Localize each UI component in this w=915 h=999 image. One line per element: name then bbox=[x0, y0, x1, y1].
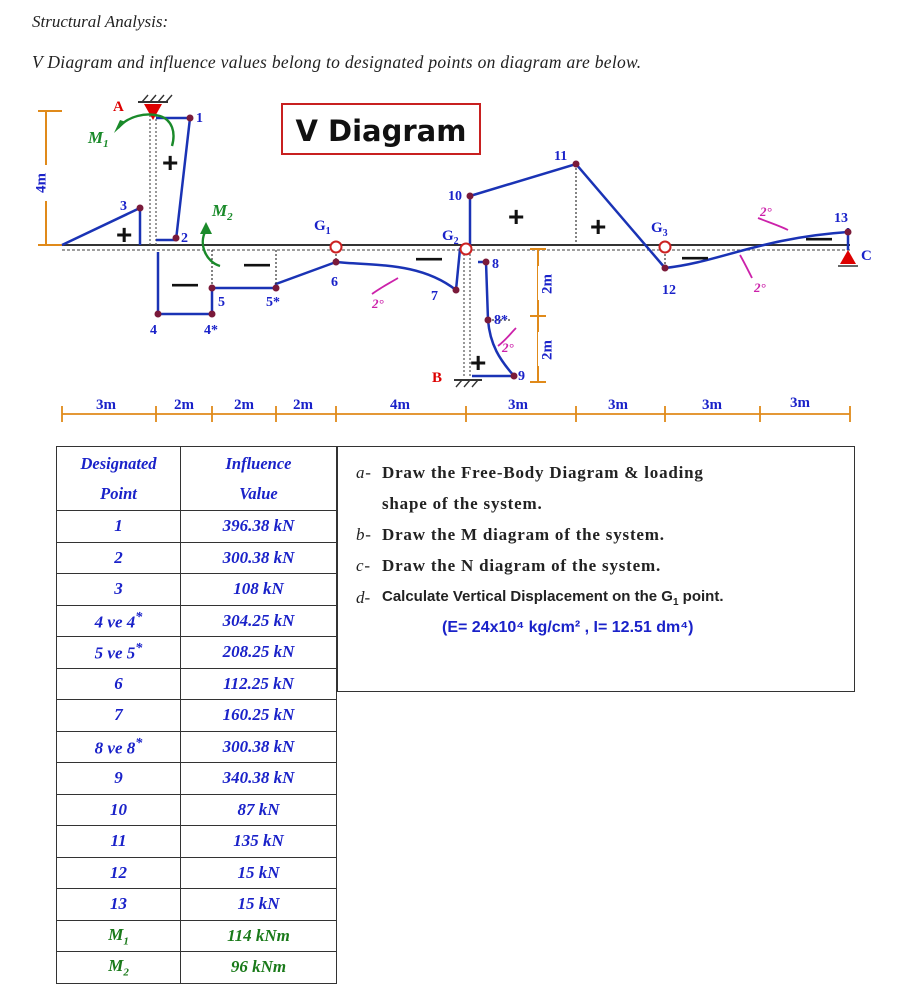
curve-indicators bbox=[372, 218, 788, 346]
table-row: 12 15 kN bbox=[57, 857, 337, 889]
span-label: 3m bbox=[508, 397, 528, 413]
point-label: 1 bbox=[196, 111, 203, 126]
hinge-g2 bbox=[442, 228, 472, 255]
table-row: 9 340.38 kN bbox=[57, 763, 337, 795]
v-diagram-figure bbox=[0, 0, 915, 440]
svg-text:M1: $M_1$ bbox=[88, 128, 109, 150]
curve-label: 2° bbox=[502, 340, 514, 355]
minus-sign: — bbox=[172, 268, 198, 298]
support-label-b: B bbox=[432, 370, 443, 386]
v-segment-10-11-12 bbox=[470, 164, 665, 268]
table-row: 8 ve 8* 300.38 kN bbox=[57, 731, 337, 763]
question-a: a- Draw the Free-Body Diagram & loading bbox=[356, 463, 704, 482]
support-label-c: C bbox=[861, 248, 872, 264]
table-header-row bbox=[57, 447, 337, 511]
height-label-2m-top: 2m bbox=[539, 274, 556, 294]
svg-text:G1: $G_1$ bbox=[314, 218, 331, 237]
question-c: c- Draw the N diagram of the system. bbox=[356, 556, 661, 575]
height-label-4m: 4m bbox=[33, 173, 50, 193]
point-markers bbox=[137, 115, 852, 380]
support-c bbox=[838, 248, 872, 266]
section-title: Structural Analysis: bbox=[32, 12, 169, 31]
minus-sign: — bbox=[416, 242, 442, 272]
moment-m2 bbox=[200, 201, 233, 266]
point-label: 2 bbox=[181, 231, 188, 246]
point-label: 7 bbox=[431, 289, 438, 304]
span-label: 3m bbox=[702, 397, 722, 413]
minus-sign: — bbox=[806, 222, 832, 252]
table-row: 11 135 kN bbox=[57, 826, 337, 858]
point-label: 13 bbox=[834, 211, 848, 226]
span-label: 3m bbox=[608, 397, 628, 413]
influence-table bbox=[56, 446, 337, 984]
point-label: 10 bbox=[448, 189, 462, 204]
table-row: 3 108 kN bbox=[57, 574, 337, 606]
diagram-title-box bbox=[282, 104, 480, 154]
hinge-g3 bbox=[651, 220, 671, 253]
point-label: 4 bbox=[150, 323, 157, 338]
moment-m1 bbox=[87, 115, 174, 151]
diagram-title: V Diagram bbox=[295, 114, 467, 148]
point-label: 8* bbox=[494, 313, 508, 328]
table-row: 5 ve 5* 208.25 kN bbox=[57, 637, 337, 669]
table-row: $M_2$ 96 kNm bbox=[57, 952, 337, 984]
span-dimensions bbox=[62, 395, 850, 422]
point-label: 5* bbox=[266, 295, 280, 310]
support-label-a: A bbox=[113, 99, 124, 115]
height-label-2m-bottom: 2m bbox=[539, 340, 556, 360]
minus-sign: — bbox=[682, 241, 708, 271]
plus-sign: + bbox=[508, 201, 525, 232]
v-segment-8 bbox=[478, 262, 488, 320]
problem-statement: V Diagram and influence values belong to designated points on diagram are below. bbox=[32, 52, 642, 72]
point-label: 4* bbox=[204, 323, 218, 338]
span-label: 3m bbox=[790, 395, 810, 411]
curve-label: 2° bbox=[760, 204, 772, 219]
span-label: 2m bbox=[174, 397, 194, 413]
plus-sign: + bbox=[116, 219, 133, 250]
span-label: 3m bbox=[96, 397, 116, 413]
question-b: b- Draw the M diagram of the system. bbox=[356, 525, 665, 544]
span-label: 2m bbox=[293, 397, 313, 413]
header-value: Influence Value bbox=[181, 447, 337, 511]
point-label: 9 bbox=[518, 369, 525, 384]
table-row: 7 160.25 kN bbox=[57, 700, 337, 732]
curve-label: 2° bbox=[372, 296, 384, 311]
plus-sign: + bbox=[162, 147, 179, 178]
point-label: 12 bbox=[662, 283, 676, 298]
height-dimension-left bbox=[30, 111, 62, 245]
curve-label: 2° bbox=[754, 280, 766, 295]
question-a-cont: shape of the system. bbox=[382, 494, 543, 513]
span-label: 2m bbox=[234, 397, 254, 413]
svg-text:M2: $M_2$ bbox=[212, 201, 233, 223]
point-label: 8 bbox=[492, 257, 499, 272]
svg-text:G3: $G_3$ bbox=[651, 220, 668, 239]
table-row: 4 ve 4* 304.25 kN bbox=[57, 605, 337, 637]
left-member-column bbox=[150, 115, 156, 245]
svg-text:G2: $G_2$ bbox=[442, 228, 459, 247]
height-dimension-right bbox=[530, 249, 558, 382]
table-row: 10 87 kN bbox=[57, 794, 337, 826]
table-row: 1 396.38 kN bbox=[57, 511, 337, 543]
point-label: 11 bbox=[554, 149, 568, 164]
v-diagram-curve bbox=[62, 118, 848, 376]
table-row: 13 15 kN bbox=[57, 889, 337, 921]
plus-sign: + bbox=[470, 347, 487, 378]
table-row: 6 112.25 kN bbox=[57, 668, 337, 700]
point-label: 5 bbox=[218, 295, 225, 310]
table-row: 2 300.38 kN bbox=[57, 542, 337, 574]
header-point: Designated Point bbox=[57, 447, 181, 511]
span-label: 4m bbox=[390, 397, 410, 413]
sign-markers bbox=[116, 147, 832, 378]
minus-sign: — bbox=[244, 248, 270, 278]
curve-labels bbox=[371, 204, 773, 355]
questions-box bbox=[337, 446, 855, 692]
point-labels bbox=[120, 111, 848, 384]
material-parameters: (E= 24x10⁴ kg/cm² , I= 12.51 dm⁴) bbox=[442, 619, 694, 636]
plus-sign: + bbox=[590, 211, 607, 242]
question-d: d- Calculate Vertical Displacement on the $G_1$ point. bbox=[356, 588, 724, 608]
point-label: 3 bbox=[120, 199, 127, 214]
table-row: $M_1$ 114 kNm bbox=[57, 920, 337, 952]
hinge-g1 bbox=[314, 218, 342, 253]
point-label: 6 bbox=[331, 275, 338, 290]
